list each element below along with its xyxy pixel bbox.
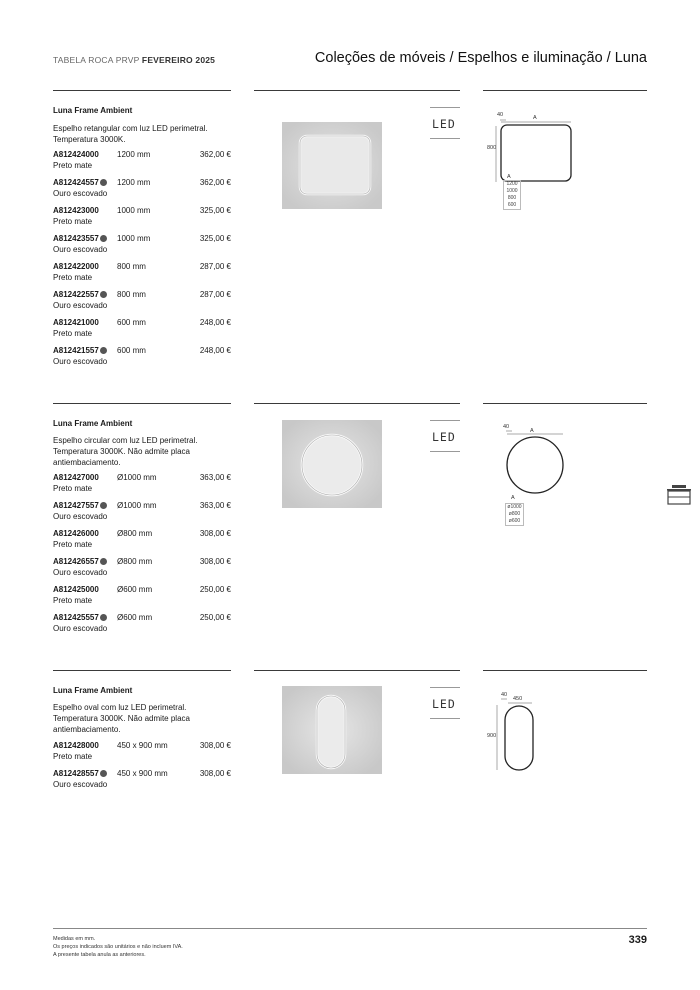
dim-width: 450 <box>513 696 523 702</box>
section-divider <box>254 90 460 91</box>
product-code: A812425557 <box>53 613 107 622</box>
footer-note: Medidas em mm. <box>53 936 96 942</box>
product-price: 308,00 € <box>199 741 231 750</box>
dim-value: 1200 <box>506 181 518 187</box>
product-row <box>53 346 231 370</box>
product-size: 800 mm <box>117 262 146 271</box>
product-code: A812421557 <box>53 346 107 355</box>
section-divider <box>483 90 647 91</box>
product-photo-circular-mirror <box>282 420 382 508</box>
product-price: 363,00 € <box>199 473 231 482</box>
rectangular-mirror-image <box>282 122 382 209</box>
new-badge-icon <box>100 347 107 354</box>
section-description: Espelho retangular com luz LED perimetral. Temperatura 3000K. <box>53 124 208 144</box>
led-divider <box>430 420 460 421</box>
product-size: 1200 mm <box>117 150 151 159</box>
circular-mirror-image <box>282 420 382 508</box>
product-photo-rectangular-mirror <box>282 122 382 209</box>
product-price: 308,00 € <box>199 557 231 566</box>
led-icon: LED <box>432 697 456 711</box>
dim-a-label: A <box>507 174 511 180</box>
product-price: 363,00 € <box>199 501 231 510</box>
product-row <box>53 741 231 765</box>
product-code: A812427000 <box>53 473 99 482</box>
new-badge-icon <box>100 502 107 509</box>
product-size: 1200 mm <box>117 178 151 187</box>
section-divider <box>483 403 647 404</box>
mirror-outline <box>505 706 533 770</box>
product-price: 287,00 € <box>199 262 231 271</box>
led-divider <box>430 687 460 688</box>
product-row <box>53 585 231 609</box>
oval-mirror-image <box>282 686 382 774</box>
product-row <box>53 613 231 637</box>
dim-a-label: A <box>511 495 515 501</box>
product-code: A812427557 <box>53 501 107 510</box>
product-price: 308,00 € <box>199 529 231 538</box>
product-finish: Preto mate <box>53 484 93 493</box>
dim-height: 900 <box>487 733 497 739</box>
product-finish: Ouro escovado <box>53 624 108 633</box>
product-finish: Ouro escovado <box>53 245 108 254</box>
led-icon: LED <box>432 117 456 131</box>
product-code: A812428000 <box>53 741 99 750</box>
product-finish: Ouro escovado <box>53 357 108 366</box>
dimension-table <box>505 503 524 526</box>
product-finish: Ouro escovado <box>53 512 108 521</box>
product-finish: Ouro escovado <box>53 568 108 577</box>
footer-notes <box>53 935 183 959</box>
product-code: A812422000 <box>53 262 99 271</box>
section-divider <box>254 670 460 671</box>
product-row <box>53 290 231 314</box>
product-code: A812423000 <box>53 206 99 215</box>
product-row <box>53 178 231 202</box>
product-price: 250,00 € <box>199 585 231 594</box>
led-divider <box>430 451 460 452</box>
section-description: Espelho oval com luz LED perimetral. Temperatura 3000K. Não admite placa antiembaciamento. <box>53 703 190 734</box>
new-badge-icon <box>100 291 107 298</box>
catalog-name: TABELA ROCA PRVP <box>53 55 140 65</box>
new-badge-icon <box>100 614 107 621</box>
product-code: A812425000 <box>53 585 99 594</box>
product-size: 1000 mm <box>117 234 151 243</box>
product-row <box>53 150 231 174</box>
product-finish: Preto mate <box>53 540 93 549</box>
product-size: 450 x 900 mm <box>117 741 168 750</box>
catalog-date: FEVEREIRO 2025 <box>141 55 216 65</box>
product-size: Ø600 mm <box>117 613 153 622</box>
product-row <box>53 473 231 497</box>
technical-drawing-circular <box>483 420 583 530</box>
product-code: A812424557 <box>53 178 107 187</box>
furniture-tab-icon <box>666 484 692 506</box>
section-divider <box>53 403 231 404</box>
product-row <box>53 206 231 230</box>
dim-value: ø800 <box>508 511 521 517</box>
product-size: 450 x 900 mm <box>117 769 168 778</box>
product-size: Ø600 mm <box>117 585 153 594</box>
product-size: Ø1000 mm <box>117 501 157 510</box>
product-row <box>53 529 231 553</box>
dim-value: 800 <box>507 195 517 201</box>
section-divider <box>53 90 231 91</box>
product-row <box>53 262 231 286</box>
product-code: A812426000 <box>53 529 99 538</box>
product-size: 1000 mm <box>117 206 151 215</box>
product-code: A812428557 <box>53 769 107 778</box>
section-divider <box>53 670 231 671</box>
new-badge-icon <box>100 770 107 777</box>
product-code: A812424000 <box>53 150 99 159</box>
product-finish: Ouro escovado <box>53 780 108 789</box>
product-code: A812423557 <box>53 234 107 243</box>
section-divider <box>483 670 647 671</box>
led-divider <box>430 107 460 108</box>
footer-note: A presente tabela anula as anteriores. <box>53 952 146 958</box>
page-title: Coleções de móveis / Espelhos e iluminação / Luna <box>314 50 647 66</box>
product-row <box>53 318 231 342</box>
product-row <box>53 501 231 525</box>
product-photo-oval-mirror <box>282 686 382 774</box>
dim-height: 800 <box>487 145 497 151</box>
product-code: A812422557 <box>53 290 107 299</box>
product-price: 362,00 € <box>199 150 231 159</box>
product-size: Ø1000 mm <box>117 473 157 482</box>
dim-value: ø1000 <box>507 504 522 510</box>
product-price: 308,00 € <box>199 769 231 778</box>
product-finish: Preto mate <box>53 161 93 170</box>
section-description: Espelho circular com luz LED perimetral. Temperatura 3000K. Não admite placa antiembaciamento. <box>53 436 198 467</box>
section-title: Luna Frame Ambient <box>53 686 133 695</box>
product-size: 800 mm <box>117 290 146 299</box>
led-icon: LED <box>432 430 456 444</box>
dim-depth: 40 <box>501 692 508 698</box>
product-code: A812426557 <box>53 557 107 566</box>
product-price: 362,00 € <box>199 178 231 187</box>
product-size: 600 mm <box>117 318 146 327</box>
dim-value: 1000 <box>506 188 518 194</box>
section-title: Luna Frame Ambient <box>53 419 133 428</box>
new-badge-icon <box>100 558 107 565</box>
mirror-outline <box>501 125 571 181</box>
page-number: 339 <box>628 934 647 946</box>
product-finish: Preto mate <box>53 596 93 605</box>
catalog-label <box>53 55 215 65</box>
product-finish: Preto mate <box>53 217 93 226</box>
product-price: 325,00 € <box>199 206 231 215</box>
technical-drawing-rectangular <box>483 108 583 228</box>
footer-note: Os preços indicados são unitários e não incluem IVA. <box>53 944 183 950</box>
new-badge-icon <box>100 235 107 242</box>
footer-divider <box>53 928 647 929</box>
product-price: 248,00 € <box>199 318 231 327</box>
product-price: 287,00 € <box>199 290 231 299</box>
product-finish: Preto mate <box>53 273 93 282</box>
led-divider <box>430 718 460 719</box>
dim-depth: 40 <box>497 112 504 118</box>
product-price: 248,00 € <box>199 346 231 355</box>
product-finish: Ouro escovado <box>53 189 108 198</box>
dim-width: A <box>530 428 534 434</box>
mirror-outline <box>507 437 563 493</box>
dimension-table <box>503 180 521 210</box>
product-price: 250,00 € <box>199 613 231 622</box>
product-row <box>53 234 231 258</box>
dim-value: ø600 <box>508 518 521 524</box>
new-badge-icon <box>100 179 107 186</box>
product-size: Ø800 mm <box>117 529 153 538</box>
product-size: Ø800 mm <box>117 557 153 566</box>
product-row <box>53 557 231 581</box>
product-price: 325,00 € <box>199 234 231 243</box>
product-row <box>53 769 231 793</box>
product-code: A812421000 <box>53 318 99 327</box>
dim-width: A <box>533 115 537 121</box>
technical-drawing-oval <box>483 688 583 780</box>
product-finish: Ouro escovado <box>53 301 108 310</box>
section-title: Luna Frame Ambient <box>53 106 133 115</box>
led-divider <box>430 138 460 139</box>
product-finish: Preto mate <box>53 752 93 761</box>
dim-value: 600 <box>507 202 517 208</box>
product-finish: Preto mate <box>53 329 93 338</box>
section-divider <box>254 403 460 404</box>
product-size: 600 mm <box>117 346 146 355</box>
dim-depth: 40 <box>503 424 510 430</box>
